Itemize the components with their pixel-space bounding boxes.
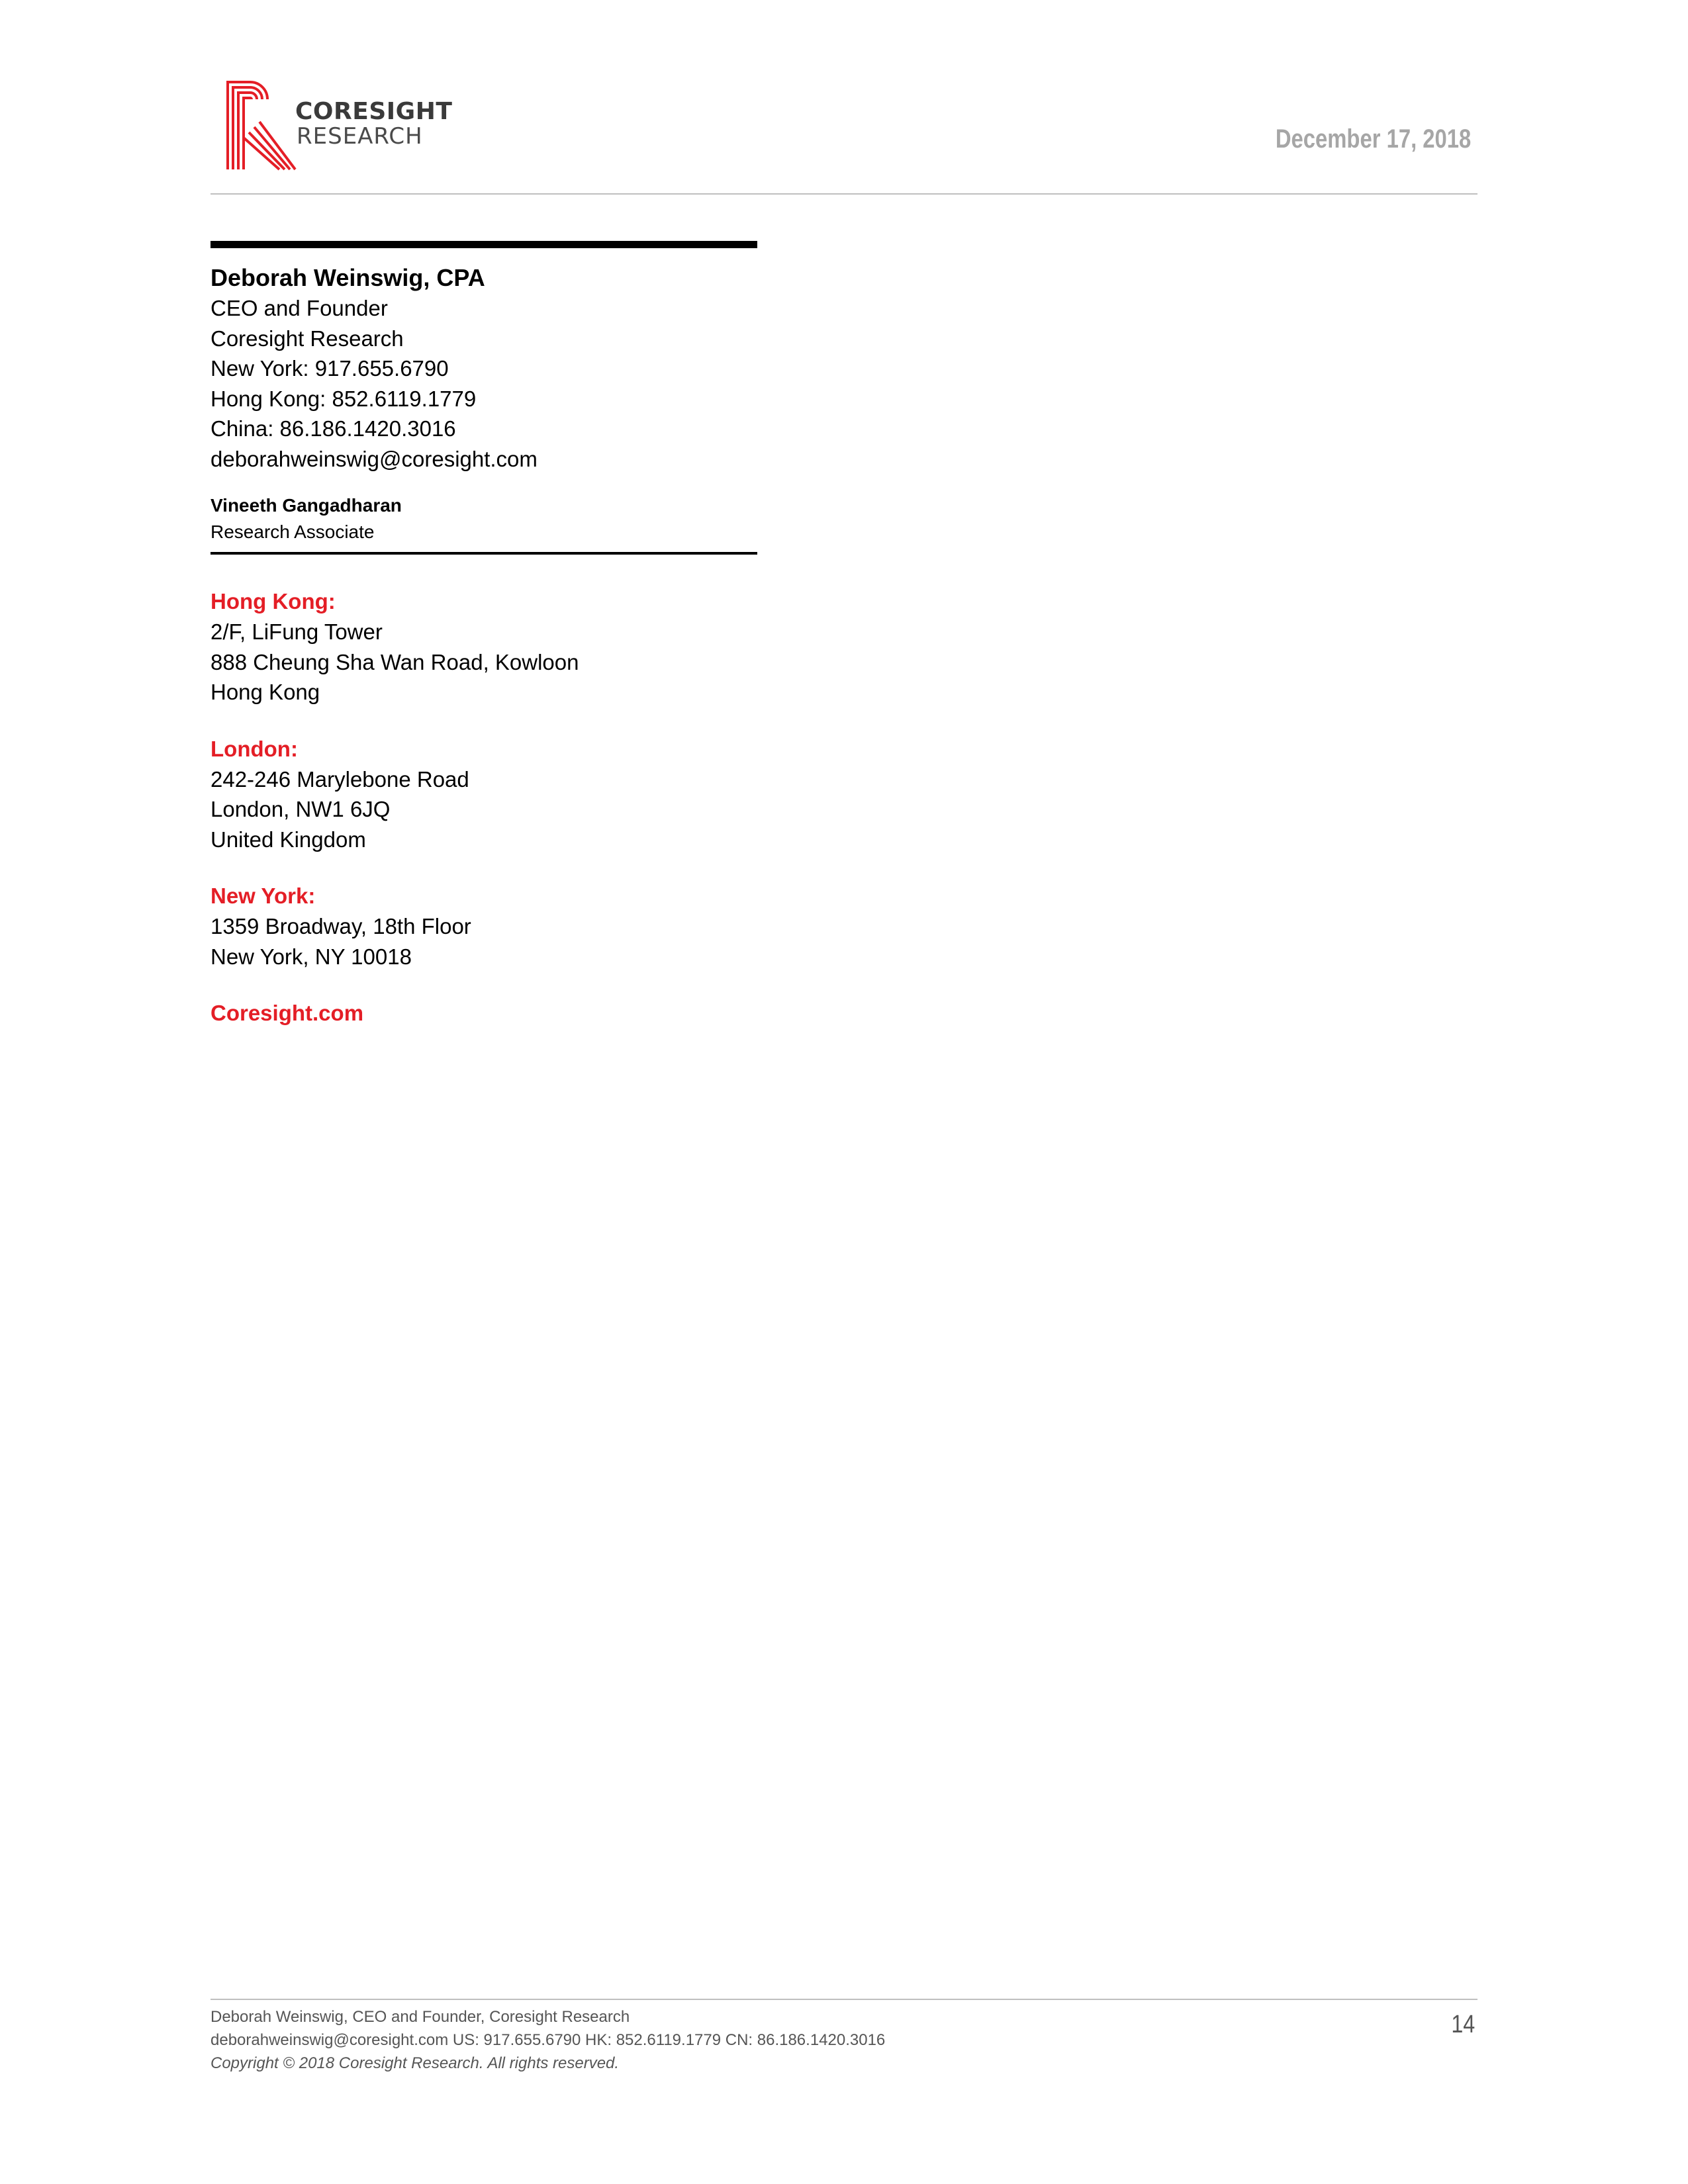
office-city: New York: [211, 884, 316, 908]
contact-top-bar [211, 241, 757, 248]
office-address-line: United Kingdom [211, 827, 366, 852]
associate-name: Vineeth Gangadharan [211, 495, 402, 516]
header-divider [211, 193, 1477, 195]
logo-wordmark-research: RESEARCH [297, 123, 423, 150]
page-footer [211, 2005, 885, 2075]
office-hong-kong [211, 586, 579, 707]
logo-wordmark-coresight: CORESIGHT [295, 98, 453, 125]
contact-phone-china: China: 86.186.1420.3016 [211, 416, 456, 441]
office-address-line: 242-246 Marylebone Road [211, 766, 469, 792]
contact-phone-hong-kong: Hong Kong: 852.6119.1779 [211, 386, 477, 411]
office-address-line: 888 Cheung Sha Wan Road, Kowloon [211, 649, 579, 674]
page-number: 14 [1451, 2011, 1475, 2038]
contact-email[interactable]: deborahweinswig@coresight.com [211, 446, 538, 471]
contact-title: CEO and Founder [211, 296, 388, 320]
office-address-line: Hong Kong [211, 680, 320, 704]
office-address-line: 2/F, LiFung Tower [211, 619, 383, 644]
office-address-line: New York, NY 10018 [211, 944, 412, 969]
website-link[interactable]: Coresight.com [211, 1001, 364, 1025]
header-date: December 17, 2018 [1275, 124, 1471, 154]
coresight-k-mark-icon [224, 78, 297, 171]
office-city: London: [211, 736, 298, 761]
footer-contact-line: deborahweinswig@coresight.com US: 917.655.6790 HK: 852.6119.1779 CN: 86.186.1420.3016 [211, 2031, 886, 2049]
contact-company: Coresight Research [211, 326, 404, 351]
contact-name: Deborah Weinswig, CPA [211, 264, 485, 291]
footer-divider [211, 1999, 1477, 2000]
office-address-line: 1359 Broadway, 18th Floor [211, 914, 471, 938]
coresight-logo [224, 78, 462, 171]
footer-author-line: Deborah Weinswig, CEO and Founder, Coresight Research [211, 2008, 630, 2026]
office-london [211, 734, 579, 855]
contact-box [211, 241, 757, 555]
office-city: Hong Kong: [211, 589, 336, 614]
office-address-line: London, NW1 6JQ [211, 797, 391, 821]
associate-title: Research Associate [211, 522, 375, 542]
office-locations [211, 586, 579, 1028]
footer-copyright: Copyright © 2018 Coresight Research. All rights reserved. [211, 2054, 620, 2072]
office-new-york [211, 881, 579, 972]
contact-bottom-bar [211, 552, 757, 555]
contact-phone-new-york: New York: 917.655.6790 [211, 356, 449, 381]
